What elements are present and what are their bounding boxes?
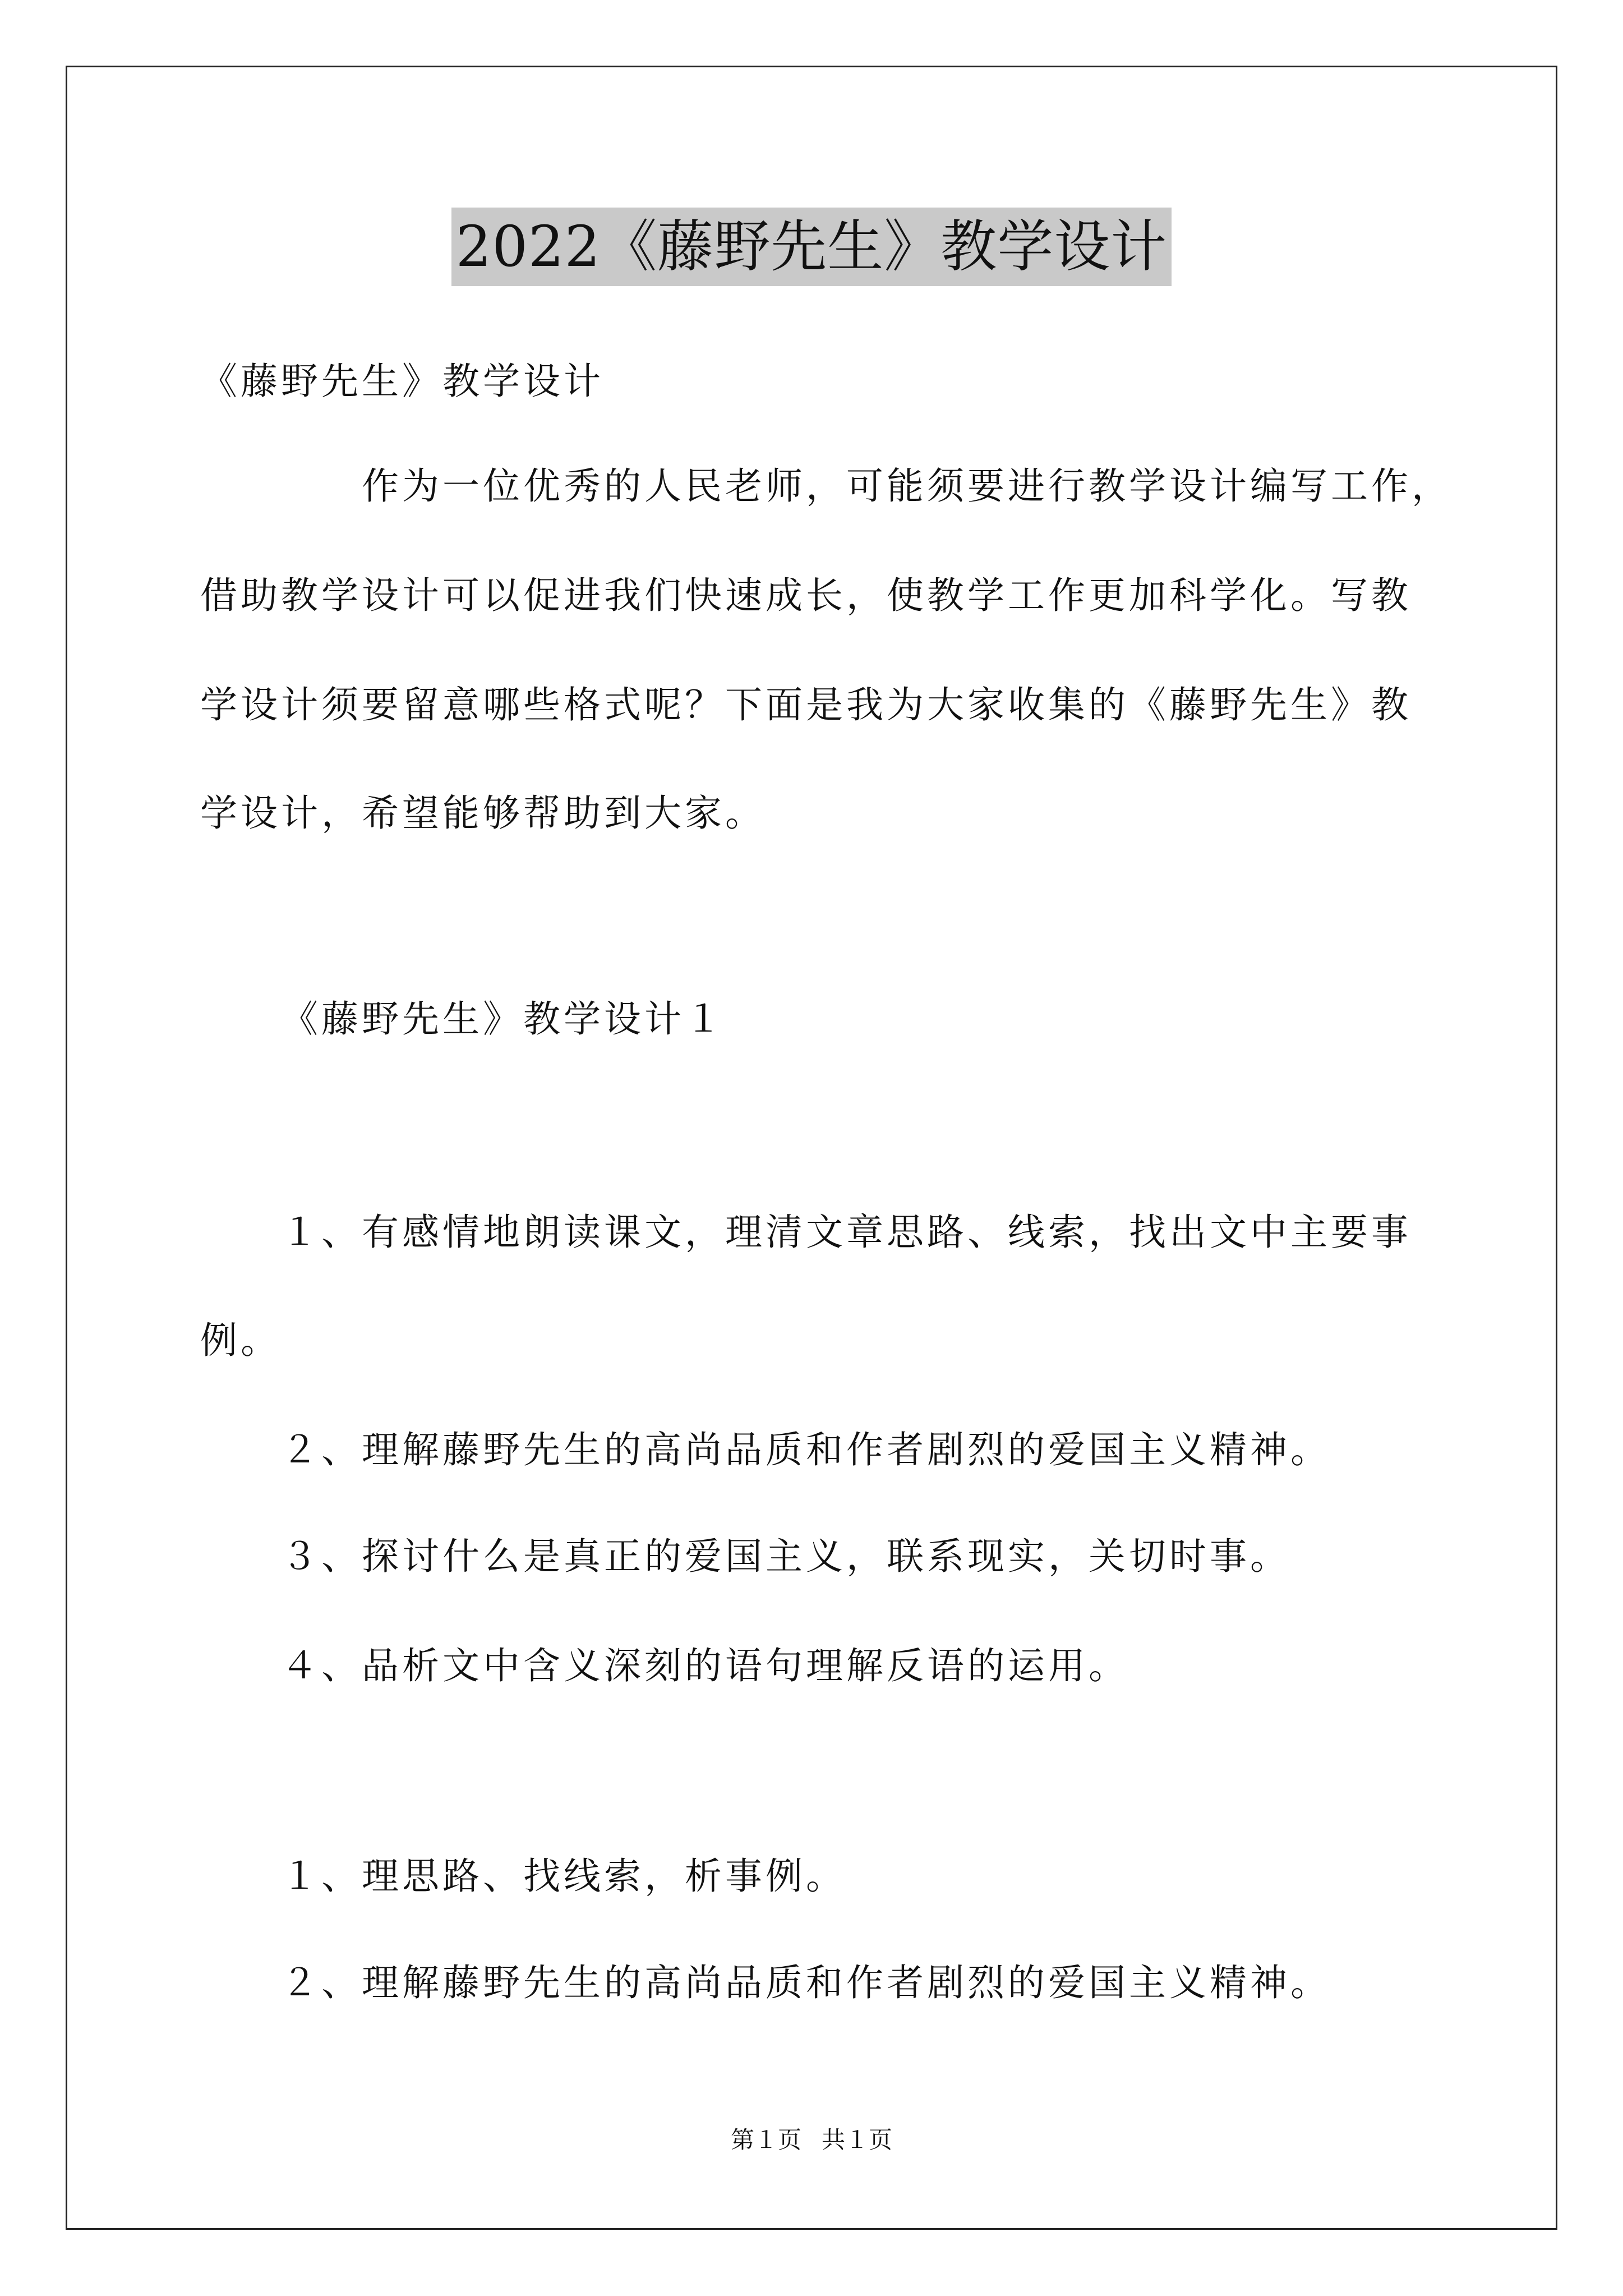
intro-line-4: 学设计，希望能够帮助到大家。: [200, 792, 766, 835]
intro-line-1: 作为一位优秀的人民老师，可能须要进行教学设计编写工作，: [362, 464, 1452, 508]
objective-2: ２、理解藤野先生的高尚品质和作者剧烈的爱国主义精神。: [281, 1428, 1331, 1471]
page-number: 第１页: [730, 2126, 801, 2154]
intro-line-3: 学设计须要留意哪些格式呢？下面是我为大家收集的《藤野先生》教: [200, 683, 1412, 726]
objective-1-continued: 例。: [200, 1319, 281, 1362]
key-point-1: １、理思路、找线索，析事例。: [281, 1855, 846, 1898]
intro-line-2: 借助教学设计可以促进我们快速成长，使教学工作更加科学化。写教: [200, 574, 1412, 617]
document-title: 2022《藤野先生》教学设计: [451, 208, 1172, 286]
objective-4: ４、品析文中含义深刻的语句理解反语的运用。: [281, 1644, 1129, 1687]
page-footer: [0, 2123, 1623, 2157]
title-area: [0, 208, 1623, 286]
document-subtitle: 《藤野先生》教学设计: [200, 360, 604, 403]
page-total: 共１页: [822, 2126, 893, 2154]
key-point-2: ２、理解藤野先生的高尚品质和作者剧烈的爱国主义精神。: [281, 1961, 1331, 2004]
objective-3: ３、探讨什么是真正的爱国主义，联系现实，关切时事。: [281, 1535, 1290, 1578]
section-heading: 《藤野先生》教学设计１: [281, 997, 725, 1041]
objective-1: １、有感情地朗读课文，理清文章思路、线索，找出文中主要事: [281, 1211, 1412, 1254]
